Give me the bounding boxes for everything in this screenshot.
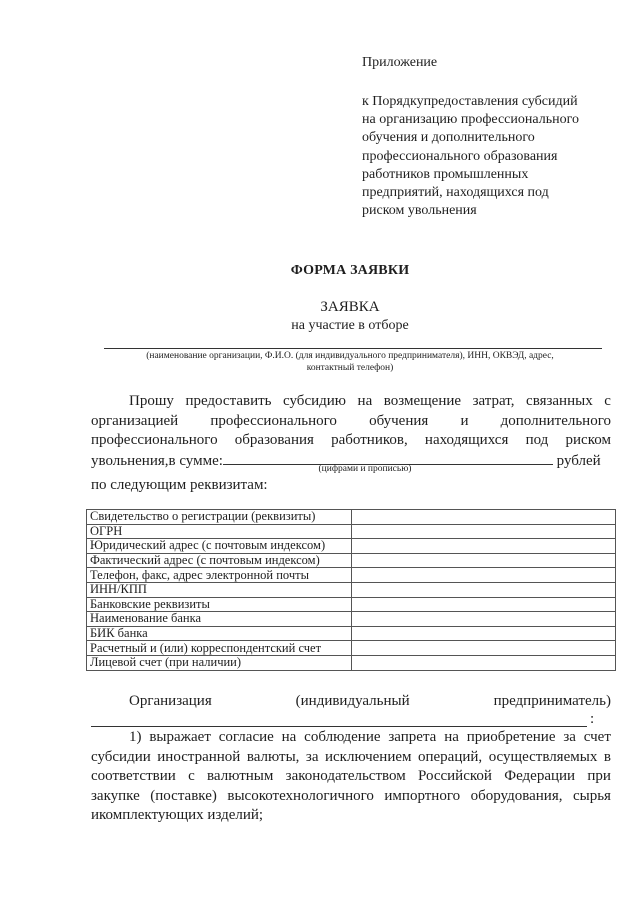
table-row <box>87 626 616 641</box>
request-paragraph <box>91 392 611 471</box>
table-row <box>87 597 616 612</box>
word: образования <box>234 432 314 448</box>
requisite-value[interactable] <box>352 524 616 539</box>
word: импортного <box>384 787 461 804</box>
requisite-value[interactable] <box>352 612 616 627</box>
amount-hint: (цифрами и прописью) <box>318 464 412 474</box>
word: выражает <box>149 729 211 745</box>
word: при <box>587 768 611 784</box>
word: на <box>281 729 297 745</box>
word: находящихся <box>424 432 509 448</box>
requisite-label: Банковские реквизиты <box>87 597 352 612</box>
word: субсидию <box>283 393 346 409</box>
organization-hint-line1: (наименование организации, Ф.И.О. (для индивидуального предпринимателя), ИНН, ОКВЭД, адрес, <box>146 351 554 361</box>
organization-hint-line2: контактный телефон) <box>306 363 394 373</box>
clause-line-5: икомплектующих изделий; <box>91 807 264 823</box>
clause-line-1 <box>91 728 611 748</box>
annex-title: Приложение <box>362 55 438 70</box>
requisite-label: Фактический адрес (с почтовым индексом) <box>87 553 352 568</box>
requisite-label: Свидетельство о регистрации (реквизиты) <box>87 510 352 525</box>
table-row <box>87 510 616 525</box>
requisite-value[interactable] <box>352 582 616 597</box>
requisite-label: Наименование банка <box>87 612 352 627</box>
annex-reference <box>362 93 622 220</box>
annex-line: на организацию профессионального <box>362 112 579 128</box>
word: оборудования, <box>470 787 563 804</box>
word: закупке <box>91 787 140 804</box>
requisite-label: Телефон, факс, адрес электронной почты <box>87 568 352 583</box>
word: счет <box>583 729 611 745</box>
word: за <box>305 748 319 765</box>
word: и <box>460 412 469 429</box>
word: работников, <box>331 432 408 448</box>
request-line-3 <box>91 431 611 451</box>
application-title: ЗАЯВКА <box>320 299 380 315</box>
requisite-label: Расчетный и (или) корреспондентский счет <box>87 641 352 656</box>
table-row <box>87 568 616 583</box>
word: Федерации <box>504 768 576 784</box>
word: с <box>188 768 195 784</box>
word: приобретение <box>466 729 556 745</box>
table-row <box>87 655 616 670</box>
form-title: ФОРМА ЗАЯВКИ <box>290 263 410 278</box>
application-subtitle: на участие в отборе <box>291 318 409 333</box>
word: 1) <box>129 729 142 745</box>
requisite-value[interactable] <box>352 510 616 525</box>
annex-line: обучения и дополнительного <box>362 130 535 146</box>
requisite-value[interactable] <box>352 553 616 568</box>
request-line-1 <box>91 392 611 412</box>
word: организацией <box>91 412 179 429</box>
organization-word: Организация <box>129 693 212 709</box>
word: осуществляемых <box>488 748 598 765</box>
organization-word: (индивидуальный <box>295 693 410 709</box>
word: исключением <box>325 748 412 765</box>
word: профессионального <box>91 432 218 448</box>
table-row <box>87 553 616 568</box>
organization-line <box>91 693 611 710</box>
table-row <box>87 582 616 597</box>
requisite-label: ОГРН <box>87 524 352 539</box>
word: сырья <box>572 787 611 804</box>
word: в <box>603 748 611 765</box>
word: валюты, <box>246 748 300 765</box>
word: дополнительного <box>500 412 611 429</box>
table-row <box>87 524 616 539</box>
word: на <box>444 729 459 745</box>
word: операций, <box>418 748 483 765</box>
table-row <box>87 641 616 656</box>
word: с <box>604 393 611 409</box>
word: под <box>525 432 549 448</box>
table-row <box>87 612 616 627</box>
requisite-label: Юридический адрес (с почтовым индексом) <box>87 539 352 554</box>
annex-line: риском увольнения <box>362 203 477 219</box>
word: высокотехнологичного <box>227 787 374 804</box>
amount-label: увольнения,в сумме: <box>91 452 223 469</box>
word: риском <box>565 432 611 448</box>
organization-fill-line[interactable] <box>104 348 602 349</box>
clause-line-4 <box>91 787 611 807</box>
word: валютным <box>207 768 274 784</box>
annex-line: работников промышленных <box>362 166 529 182</box>
word: согласие <box>218 729 274 745</box>
details-intro: по следующим реквизитам: <box>91 477 268 493</box>
annex-line: профессионального образования <box>362 148 558 164</box>
requisite-value[interactable] <box>352 597 616 612</box>
organization-word: предприниматель) <box>493 693 611 709</box>
word: соблюдение <box>304 729 381 745</box>
clause-1 <box>91 728 611 826</box>
annex-line: предприятий, находящихся под <box>362 185 549 201</box>
organization-name-fill-line[interactable] <box>91 726 587 727</box>
word: за <box>563 729 576 745</box>
word: затрат, <box>472 393 515 409</box>
requisite-value[interactable] <box>352 655 616 670</box>
word: соответствии <box>91 768 176 784</box>
colon: : <box>590 711 595 727</box>
word: профессионального <box>210 412 337 429</box>
word: (поставке) <box>150 787 217 804</box>
word: связанных <box>526 393 593 409</box>
word: на <box>357 393 373 409</box>
word: предоставить <box>185 393 272 409</box>
clause-line-2 <box>91 748 611 768</box>
word: возмещение <box>383 393 462 409</box>
requisite-value[interactable] <box>352 539 616 554</box>
requisites-table <box>86 509 616 671</box>
requisite-label: Лицевой счет (при наличии) <box>87 655 352 670</box>
requisite-value[interactable] <box>352 626 616 641</box>
word: запрета <box>388 729 437 745</box>
request-line-2 <box>91 412 611 432</box>
requisite-value[interactable] <box>352 568 616 583</box>
word: Российской <box>418 768 492 784</box>
requisite-value[interactable] <box>352 641 616 656</box>
clause-line-3 <box>91 767 611 787</box>
word: иностранной <box>157 748 241 765</box>
annex-line: к Порядкупредоставления субсидий <box>362 94 578 109</box>
currency-label: рублей <box>556 452 601 469</box>
word: обучения <box>369 412 429 429</box>
requisite-label: БИК банка <box>87 626 352 641</box>
word: субсидии <box>91 748 151 765</box>
table-row <box>87 539 616 554</box>
word: Прошу <box>129 393 174 409</box>
word: законодательством <box>285 768 406 784</box>
requisite-label: ИНН/КПП <box>87 582 352 597</box>
